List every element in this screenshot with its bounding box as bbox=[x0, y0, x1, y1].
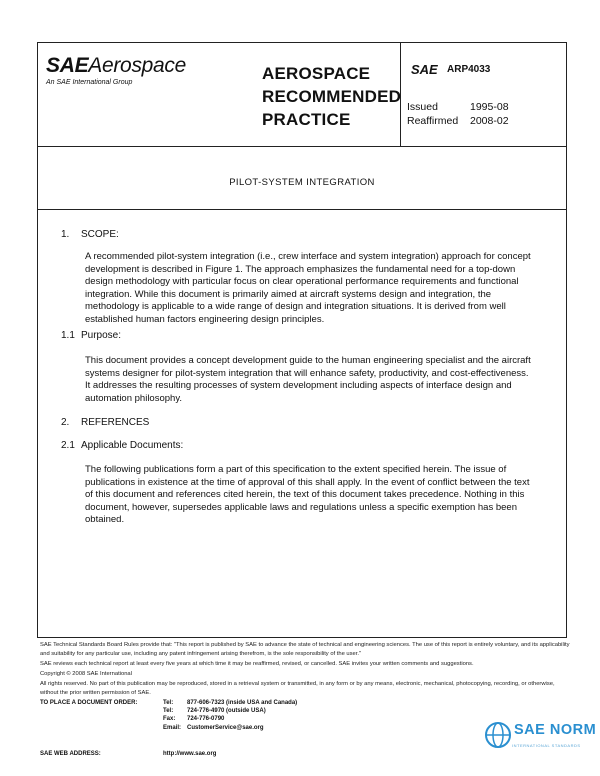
web-address-row bbox=[40, 751, 216, 757]
email-label: Email: bbox=[163, 724, 182, 731]
issued-value: 1995-08 bbox=[470, 101, 509, 113]
tel-label: Tel: bbox=[163, 708, 174, 715]
reaffirmed-value: 2008-02 bbox=[470, 115, 509, 127]
web-link[interactable]: http://www.sae.org bbox=[163, 751, 217, 757]
applicable-documents-paragraph: The following publications form a part of this specification to the extent specified herein. The issue of publications in existence at the time of approval of this shall apply. In the event of conflict between the text of this document and references cited herein, the text of this document takes precedence. Nothing in this document, however, supersedes applicable laws and regulations unless a specific exemption has been obtained. bbox=[85, 464, 530, 525]
tel-label: Tel: bbox=[163, 700, 174, 706]
title-divider bbox=[37, 209, 567, 210]
sae-aerospace-logo bbox=[46, 54, 186, 86]
scope-paragraph: A recommended pilot-system integration (i.e., crew interface and system integration) approach for concept development is described in Figure 1. The approach emphasizes the fundamental need for a top-down design methodology with particular focus on clear operational performance requirements and functional integration. While this document is primarily aimed at aircraft systems design and integration, the methodology is applicable to a wide range of design and integration situations. It is derived from well established human factors engineering design principles. bbox=[85, 251, 531, 325]
section-title: Purpose: bbox=[81, 330, 122, 341]
order-label: TO PLACE A DOCUMENT ORDER: bbox=[40, 700, 138, 706]
reaffirmed-label: Reaffirmed bbox=[407, 115, 459, 127]
watermark-text: SAE NORM bbox=[514, 722, 597, 738]
section-heading-references bbox=[61, 417, 149, 428]
section-heading-applicable-documents bbox=[61, 440, 183, 451]
document-number: ARP4033 bbox=[447, 64, 491, 75]
header-divider bbox=[37, 146, 567, 147]
order-info bbox=[40, 699, 297, 732]
section-number: 1. bbox=[61, 229, 70, 240]
doc-type-line: AEROSPACE bbox=[262, 64, 371, 83]
section-number: 1.1 bbox=[61, 330, 75, 341]
fax-number: 724-776-0790 bbox=[187, 716, 225, 723]
footer-rights: All rights reserved. No part of this publication may be reproduced, stored in a retrieval system or transmitted, in any form or by any means, electronic, mechanical, photocopying, recording, or otherwise, without the prior written permission of SAE. bbox=[40, 681, 555, 696]
doc-type-line: RECOMMENDED bbox=[262, 87, 402, 106]
issued-label: Issued bbox=[407, 101, 438, 113]
globe-icon bbox=[484, 720, 512, 750]
footer-copyright: Copyright © 2008 SAE International bbox=[40, 671, 132, 677]
tel-inside: 877-606-7323 (inside USA and Canada) bbox=[187, 700, 298, 706]
sae-mark: SAE bbox=[411, 62, 438, 77]
section-title: REFERENCES bbox=[81, 417, 150, 428]
document-type bbox=[262, 62, 401, 131]
footer-rules: SAE Technical Standards Board Rules provide that: "This report is published by SAE to advance the state of technical and engineering sciences. The use of this report is entirely voluntary, and its applicability and suitability for any particular use, including any patent infringement arising therefrom, is the sole responsibility of the user." bbox=[40, 642, 570, 657]
section-title: Applicable Documents: bbox=[81, 440, 184, 451]
doc-type-line: PRACTICE bbox=[262, 110, 351, 129]
section-heading-purpose bbox=[61, 330, 121, 341]
section-number: 2.1 bbox=[61, 440, 75, 451]
section-heading-scope bbox=[61, 229, 119, 240]
issue-info bbox=[407, 100, 509, 128]
purpose-paragraph: This document provides a concept development guide to the human engineering specialist and the aircraft systems designer for pilot-system integration that will enhance safety, productivity, and cost-effectiveness. It addresses the resulting processes of system development including aspects of interface design and automation philosophy. bbox=[85, 355, 531, 404]
fax-label: Fax: bbox=[163, 716, 176, 723]
logo-text: Aerospace bbox=[88, 54, 186, 77]
footer-review: SAE reviews each technical report at least every five years at which time it may be reaffirmed, revised, or cancelled. SAE invites your written comments and suggestions. bbox=[40, 661, 474, 667]
logo-bold: SAE bbox=[46, 54, 89, 77]
sae-norm-watermark bbox=[484, 718, 597, 762]
document-title: PILOT-SYSTEM INTEGRATION bbox=[229, 177, 375, 188]
section-title: SCOPE: bbox=[81, 229, 119, 240]
watermark-subtext: INTERNATIONAL STANDARDS bbox=[512, 743, 581, 748]
section-number: 2. bbox=[61, 417, 70, 428]
email-address[interactable]: CustomerService@sae.org bbox=[187, 724, 264, 731]
web-label: SAE WEB ADDRESS: bbox=[40, 751, 101, 757]
logo-subtitle: An SAE International Group bbox=[46, 79, 133, 86]
tel-outside: 724-776-4970 (outside USA) bbox=[187, 708, 266, 715]
